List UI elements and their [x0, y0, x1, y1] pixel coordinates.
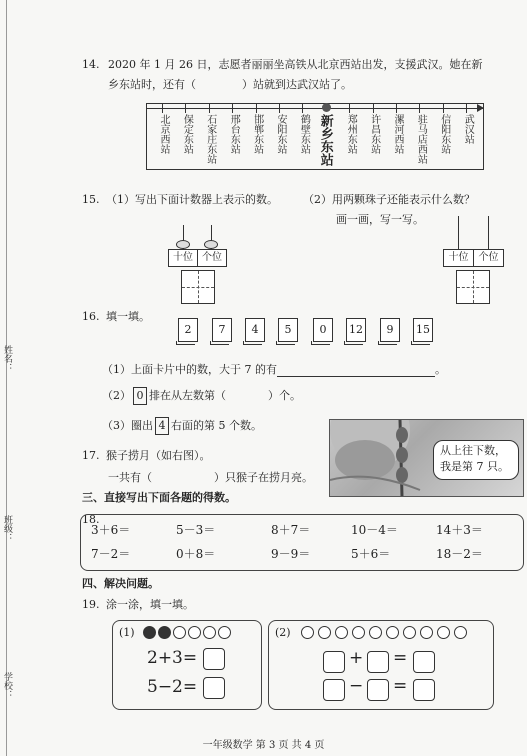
q14-line2-b: ）站就到达武汉站了。: [242, 78, 352, 91]
circle-icon[interactable]: [369, 626, 382, 639]
ones-place-label: 个位: [197, 249, 227, 267]
circle-icon[interactable]: [318, 626, 331, 639]
calc-item: 3＋6＝: [91, 523, 131, 537]
abacus2-rod-ones: [488, 216, 489, 249]
q16-title: 填一填。: [106, 310, 150, 323]
station-label: 鹤壁东站: [298, 114, 310, 154]
calc-item: 9－9＝: [271, 547, 311, 561]
station-marker: [209, 104, 210, 113]
circle-icon[interactable]: [143, 626, 156, 639]
equals-sign-2: =: [393, 676, 408, 696]
q16-s1-blank[interactable]: [277, 376, 435, 377]
section3-heading: 三、直接写出下面各题的得数。: [82, 491, 236, 504]
circle-icon[interactable]: [420, 626, 433, 639]
station-label: 石家庄东站: [204, 114, 216, 164]
station-marker: [185, 104, 186, 113]
q16-s1: [102, 362, 446, 377]
station-label: 郑州东站: [345, 114, 357, 154]
q19-title: 涂一涂，填一填。: [106, 598, 194, 611]
station-marker: [232, 104, 233, 113]
station-label: 新乡东站: [317, 114, 333, 166]
q16-s3-card: 4: [155, 417, 169, 435]
q16-s2: [102, 387, 301, 405]
q16-s2-a: （2）: [102, 389, 131, 402]
q16-s2-c: ）个。: [268, 389, 301, 402]
p2-label: (2): [275, 626, 291, 639]
p2-box-c2[interactable]: [413, 679, 435, 701]
number-card: 12: [346, 318, 366, 342]
q17-number: 17.: [82, 449, 100, 462]
q17-line-b: ）只猴子在捞月亮。: [214, 471, 313, 484]
number-card: 7: [212, 318, 232, 342]
ones-place-label-2: 个位: [473, 249, 504, 267]
station-label: 许昌东站: [368, 114, 380, 154]
circle-icon[interactable]: [218, 626, 231, 639]
circle-icon[interactable]: [188, 626, 201, 639]
station-marker: [256, 104, 257, 113]
q14-number: 14.: [82, 58, 100, 71]
q17-line-a: 一共有（: [108, 471, 152, 484]
q18-number: 18.: [82, 513, 100, 526]
station-marker: [396, 104, 397, 113]
circle-icon[interactable]: [437, 626, 450, 639]
station-label: 安阳东站: [275, 114, 286, 154]
p1-eq1: 2+3=: [147, 648, 198, 668]
tens-place-label: 十位: [168, 249, 198, 267]
station-label: 漯河西站: [392, 114, 403, 154]
calc-item: 14＋3＝: [436, 523, 483, 537]
p2-box-c1[interactable]: [413, 651, 435, 673]
station-label: 北京西站: [158, 114, 169, 154]
q16-s2-b: 排在从左数第（: [149, 389, 226, 402]
number-card: 5: [278, 318, 298, 342]
station-marker: [373, 104, 374, 113]
circle-icon[interactable]: [335, 626, 348, 639]
q16-number: 16.: [82, 310, 100, 323]
calc-table: [80, 514, 524, 571]
answer-grid-1[interactable]: [181, 270, 215, 304]
station-label: 邢台东站: [228, 114, 240, 154]
speech-bubble: [433, 440, 519, 480]
q16-s3-b: 右面的第 5 个数。: [171, 419, 262, 432]
margin-class-label: 班级：: [2, 515, 12, 542]
p1-label: (1): [119, 626, 135, 639]
station-marker: [279, 104, 280, 113]
answer-grid-2[interactable]: [456, 270, 490, 304]
p2-box-b2[interactable]: [367, 679, 389, 701]
track-line: [147, 108, 483, 109]
tens-place-label-2: 十位: [443, 249, 474, 267]
q14-line2: [108, 77, 352, 92]
station-marker: [349, 104, 350, 113]
page-footer: 一年级数学 第 3 页 共 4 页: [202, 740, 325, 751]
station-marker: [322, 103, 331, 112]
calc-item: 5－3＝: [176, 523, 216, 537]
p1-answer1-box[interactable]: [203, 648, 225, 670]
p1-answer2-box[interactable]: [203, 677, 225, 699]
abacus2-rod-tens: [458, 216, 459, 249]
q17-line: [108, 470, 313, 485]
equals-sign-1: =: [393, 648, 408, 668]
station-marker: [419, 104, 420, 113]
circle-icon[interactable]: [454, 626, 467, 639]
station-marker: [466, 104, 467, 113]
bubble-line1: 从上往下数，: [440, 444, 506, 457]
q16-s3: [102, 417, 262, 435]
station-label: 驻马店西站: [415, 114, 427, 164]
margin-school-label: 学校：: [2, 672, 12, 699]
q14-line1: 2020 年 1 月 26 日，志愿者丽丽坐高铁从北京西站出发，支援武汉。她在新: [108, 58, 483, 71]
circle-icon[interactable]: [203, 626, 216, 639]
calc-item: 10－4＝: [351, 523, 398, 537]
bead-tens: [176, 240, 190, 249]
station-label: 保定东站: [181, 114, 193, 154]
calc-item: 18－2＝: [436, 547, 483, 561]
number-card: 15: [413, 318, 433, 342]
number-card: 4: [245, 318, 265, 342]
q16-s2-card: 0: [133, 387, 147, 405]
station-marker: [302, 104, 303, 113]
number-card: 9: [380, 318, 400, 342]
circle-icon[interactable]: [403, 626, 416, 639]
calc-item: 5＋6＝: [351, 547, 391, 561]
plus-sign: +: [349, 648, 364, 668]
circle-icon[interactable]: [301, 626, 314, 639]
q19-number: 19.: [82, 598, 100, 611]
q17-title: 猴子捞月（如右图）。: [106, 449, 211, 462]
q16-s1-end: 。: [435, 363, 446, 376]
calc-item: 0＋8＝: [176, 547, 216, 561]
station-marker: [162, 104, 163, 113]
q16-s1-text: （1）上面卡片中的数，大于 7 的有: [102, 363, 277, 376]
q16-s3-a: （3）圈出: [102, 419, 153, 432]
p2-box-a2[interactable]: [323, 679, 345, 701]
p2-box-a1[interactable]: [323, 651, 345, 673]
p2-box-b1[interactable]: [367, 651, 389, 673]
circle-icon[interactable]: [158, 626, 171, 639]
arrow-icon: [477, 104, 484, 112]
number-card: 2: [178, 318, 198, 342]
q14-line2-a: 乡东站时，还有（: [108, 78, 196, 91]
station-label: 武汉站: [462, 114, 474, 144]
q15-number: 15.: [82, 193, 100, 206]
p1-eq2: 5−2=: [147, 677, 198, 697]
station-diagram: [146, 103, 484, 170]
bead-ones: [204, 240, 218, 249]
q15-part2: （2）用两颗珠子还能表示什么数？: [303, 193, 475, 206]
q15-part2-sub: 画一画，写一写。: [336, 213, 424, 226]
minus-sign: −: [349, 676, 364, 696]
q15-part1: （1）写出下面计数器上表示的数。: [106, 193, 278, 206]
margin-name-label: 姓名：: [2, 345, 12, 372]
station-label: 信阳东站: [438, 114, 450, 154]
section4-heading: 四、解决问题。: [82, 577, 159, 590]
calc-item: 8＋7＝: [271, 523, 311, 537]
station-label: 邯郸东站: [251, 114, 263, 154]
number-card: 0: [313, 318, 333, 342]
circle-icon[interactable]: [386, 626, 399, 639]
circle-icon[interactable]: [352, 626, 365, 639]
bubble-line2: 我是第 7 只。: [440, 460, 509, 473]
station-marker: [443, 104, 444, 113]
problem-1-box: [112, 620, 262, 710]
problem-2-box: [268, 620, 494, 710]
circle-icon[interactable]: [173, 626, 186, 639]
binding-line: [6, 0, 7, 756]
calc-item: 7－2＝: [91, 547, 131, 561]
monkey-illustration: [329, 419, 524, 497]
